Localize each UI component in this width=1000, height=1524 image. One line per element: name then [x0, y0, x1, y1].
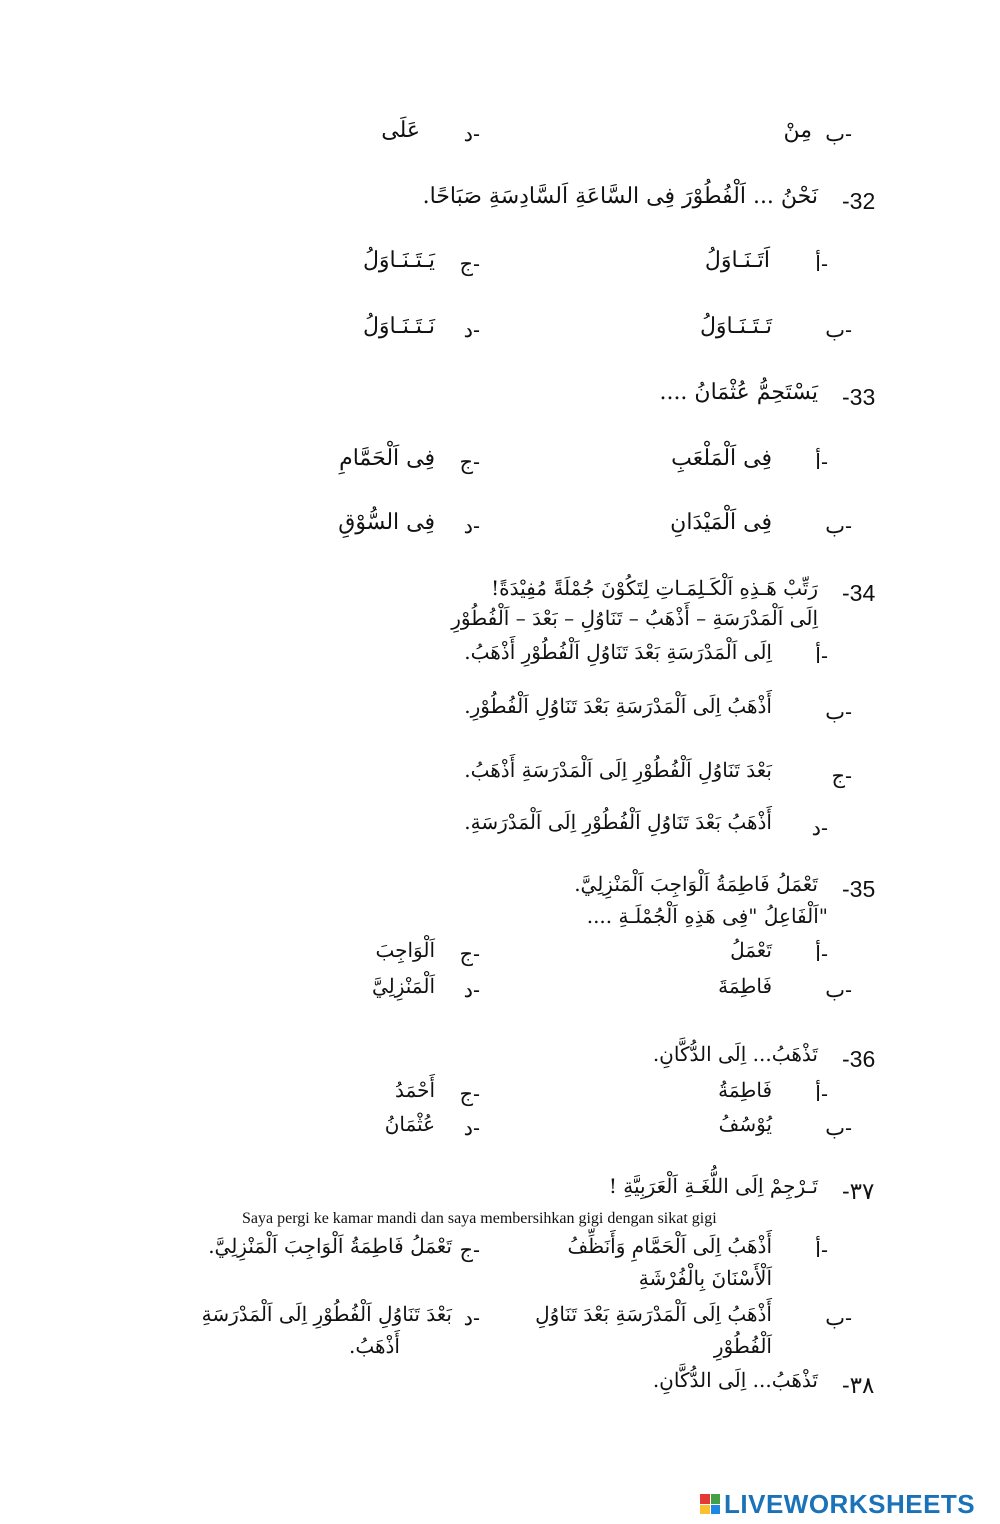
english-sentence: Saya pergi ke kamar mandi dan saya membersihkan gigi dengan sikat gigi — [242, 1210, 717, 1227]
question-prompt: يَسْتَحِمُّ عُثْمَانُ .... — [659, 380, 818, 405]
option-b-text[interactable]: أَذْهَبُ اِلَى اَلْمَدْرَسَةِ بَعْدَ تَنَاوُلِ اَلْفُطُوْرِ. — [464, 694, 772, 718]
prev-option-b-label: ب- — [825, 123, 852, 146]
option-d-line1[interactable]: بَعْدَ تَنَاوُلِ اَلْفُطُوْرِ اِلَى اَلْمَدْرَسَةِ — [201, 1302, 452, 1326]
option-d-text[interactable]: عُثْمَانُ — [384, 1112, 435, 1136]
prev-option-b-text[interactable]: مِنْ — [783, 118, 812, 143]
option-c-line1[interactable]: تَعْمَلُ فَاطِمَةُ اَلْوَاجِبَ اَلْمَنْزِلِيَّ. — [208, 1234, 452, 1258]
question-prompt: تَذْهَبُ... اِلَى الدُّكَّانِ. — [652, 1368, 818, 1392]
option-b-label: ب- — [825, 701, 852, 724]
option-c-text[interactable]: فِى اَلْحَمَّامِ — [339, 446, 435, 471]
option-a-text[interactable]: اَتَـنَـاوَلُ — [704, 248, 770, 273]
liveworksheets-logo[interactable] — [700, 1490, 975, 1518]
question-number: -٣٨ — [842, 1372, 875, 1398]
option-a-text[interactable]: فِى اَلْمَلْعَبِ — [671, 446, 772, 471]
question-number: -32 — [842, 188, 876, 214]
question-number: -33 — [842, 384, 876, 410]
option-a-text[interactable]: اِلَى اَلْمَدْرَسَةِ بَعْدَ تَنَاوُلِ اَلْفُطُوْرِ أَذْهَبُ. — [464, 640, 772, 664]
option-b-text[interactable]: يُوْسُفُ — [718, 1112, 772, 1136]
option-b-text[interactable]: فَاطِمَةَ — [718, 974, 772, 998]
option-b-label: ب- — [825, 979, 852, 1002]
option-c-text[interactable]: بَعْدَ تَنَاوُلِ اَلْفُطُوْرِ اِلَى اَلْمَدْرَسَةِ أَذْهَبُ. — [464, 758, 772, 782]
option-d-label: د- — [463, 515, 480, 538]
option-b-text[interactable]: تَـتَـنَـاوَلُ — [699, 314, 772, 339]
option-a-line1[interactable]: أَذْهَبُ اِلَى اَلْحَمَّامِ وَأَنَظِّفُ — [567, 1234, 772, 1258]
option-c-label: ج- — [459, 451, 480, 474]
question-prompt: تَذْهَبُ... اِلَى الدُّكَّانِ. — [652, 1042, 818, 1066]
option-d-label: د- — [463, 979, 480, 1002]
option-d-line2[interactable]: أَذْهَبُ. — [348, 1334, 400, 1358]
option-a-text[interactable]: فَاطِمَةُ — [718, 1078, 772, 1102]
question-prompt: تَعْمَلُ فَاطِمَةُ اَلْوَاجِبَ اَلْمَنْزِلِيَّ. — [574, 872, 818, 896]
option-b-label: ب- — [825, 515, 852, 538]
option-c-label: ج- — [459, 1239, 480, 1262]
option-d-label: د- — [811, 817, 828, 840]
question-prompt: تَـرْجِمْ اِلَى اللُّغَـةِ اَلْعَرَبِيَّةِ ! — [608, 1174, 818, 1198]
option-b-label: ب- — [825, 1117, 852, 1140]
option-d-text[interactable]: فِى السُّوْقِ — [338, 510, 435, 535]
option-a-label: أ- — [815, 1239, 828, 1262]
question-number: -35 — [842, 876, 876, 902]
option-c-label: ج- — [459, 253, 480, 276]
option-a-label: أ- — [815, 253, 828, 276]
option-d-label: د- — [463, 319, 480, 342]
option-c-text[interactable]: اَلْوَاجِبَ — [375, 938, 435, 962]
option-d-text[interactable]: أَذْهَبُ بَعْدَ تَنَاوُلِ اَلْفُطُوْرِ اِلَى اَلْمَدْرَسَةِ. — [464, 810, 772, 834]
option-d-text[interactable]: اَلْمَنْزِلِيَّ — [371, 974, 435, 998]
question-number: -34 — [842, 580, 876, 606]
option-a-line2[interactable]: اَلْأَسْنَانَ بِالْفُرْشَةِ — [638, 1266, 772, 1290]
word-list: اِلَى اَلْمَدْرَسَةِ – أَذْهَبُ – تَنَاوُلِ – بَعْدَ – اَلْفُطُوْرِ — [451, 606, 818, 630]
option-a-label: أ- — [815, 943, 828, 966]
option-b-label: ب- — [825, 1307, 852, 1330]
logo-text: LIVEWORKSHEETS — [724, 1488, 976, 1519]
option-a-label: أ- — [815, 1083, 828, 1106]
prev-option-d-text[interactable]: عَلَى — [381, 118, 420, 143]
question-subprompt: "اَلْفَاعِلُ "فِى هَذِهِ اَلْجُمْلَـةِ .... — [586, 904, 828, 928]
logo-grid-icon — [700, 1494, 720, 1514]
option-d-text[interactable]: نَـتَـنَـاوَلُ — [362, 314, 435, 339]
option-a-text[interactable]: تَعْمَلُ — [730, 938, 772, 962]
option-b-line2[interactable]: اَلْفُطُوْرِ — [713, 1334, 772, 1358]
question-prompt: نَحْنُ ... اَلْفُطُوْرَ فِى السَّاعَةِ اَلسَّادِسَةِ صَبَاحًا. — [422, 184, 818, 209]
option-a-label: أ- — [815, 645, 828, 668]
option-c-label: ج- — [459, 1083, 480, 1106]
option-d-label: د- — [463, 1307, 480, 1330]
question-number: -36 — [842, 1046, 876, 1072]
option-b-text[interactable]: فِى اَلْمَيْدَانِ — [670, 510, 772, 535]
option-c-label: ج- — [459, 943, 480, 966]
option-b-line1[interactable]: أَذْهَبُ اِلَى اَلْمَدْرَسَةِ بَعْدَ تَنَاوُلِ — [535, 1302, 772, 1326]
option-a-label: أ- — [815, 451, 828, 474]
question-prompt: رَتِّبْ هَـذِهِ اَلْكَـلِمَـاتِ لِتَكُوْنَ جُمْلَةً مُفِيْدَةً! — [491, 576, 818, 600]
question-number: -٣٧ — [842, 1178, 875, 1204]
prev-option-d-label: د- — [463, 123, 480, 146]
option-c-text[interactable]: يَـتَـنَـاوَلُ — [362, 248, 435, 273]
option-c-text[interactable]: أَحْمَدُ — [395, 1078, 435, 1102]
option-b-label: ب- — [825, 319, 852, 342]
option-d-label: د- — [463, 1117, 480, 1140]
option-c-label: ج- — [831, 765, 852, 788]
